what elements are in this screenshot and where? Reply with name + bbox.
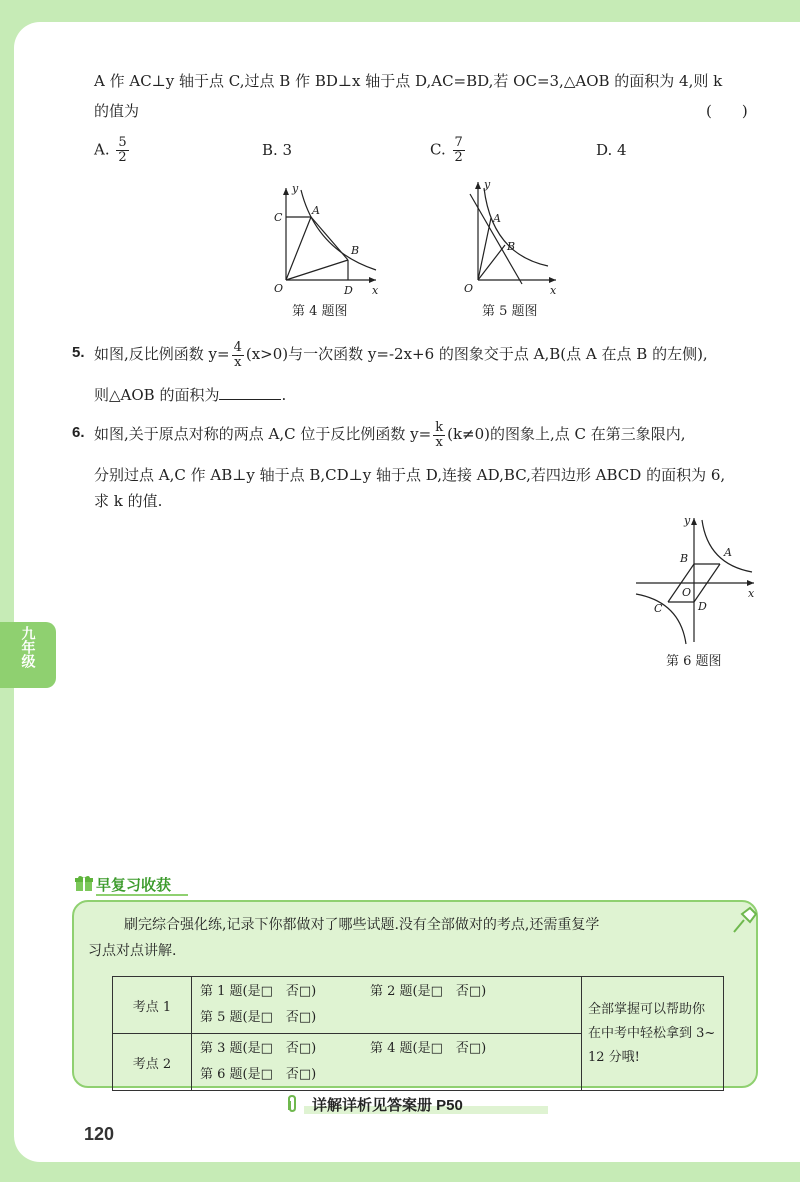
fig4-oa-line bbox=[286, 217, 311, 280]
q5-line1: 如图,反比例函数 y= $\frac{4}{x}$ (x>0)与一次函数 y=-2x+6 的图象交于点 A,B(点 A 在点 B 的左侧), bbox=[94, 339, 708, 370]
review-intro-line1: 刷完综合强化练,记录下你都做对了哪些试题.没有全部做对的考点,还需重复学 bbox=[124, 917, 600, 933]
review-box bbox=[72, 900, 758, 1088]
fig6-label-a: A bbox=[724, 546, 732, 559]
fig6-label-b: B bbox=[680, 552, 689, 565]
gift-icon bbox=[74, 874, 94, 892]
figure-4 bbox=[268, 180, 384, 298]
q6-line2: 分别过点 A,C 作 AB⊥y 轴于点 B,CD⊥y 轴于点 D,连接 AD,BC,若四边形 ABCD 的面积为 6, bbox=[94, 466, 726, 484]
fig6-label-d: D bbox=[698, 600, 707, 613]
answer-paren: ( ) bbox=[706, 102, 748, 120]
q5-fraction: $\frac{4}{x}$ bbox=[233, 339, 242, 370]
check-item[interactable]: 第 1 题(是□ 否□) bbox=[200, 984, 317, 999]
q6-fraction: $\frac{k}{x}$ bbox=[435, 419, 444, 450]
fig5-y-arrow bbox=[475, 182, 481, 189]
fig5-label-o: O bbox=[464, 282, 474, 295]
fig4-label-b: B bbox=[351, 244, 360, 257]
grade-side-tab[interactable] bbox=[0, 622, 56, 688]
check-item[interactable]: 第 6 题(是□ 否□) bbox=[200, 1067, 317, 1082]
option-b[interactable]: B. 3 bbox=[262, 141, 293, 159]
fig4-label-d: D bbox=[344, 284, 353, 297]
fig4-y-arrow bbox=[283, 188, 289, 195]
review-table bbox=[112, 976, 724, 1091]
pushpin-icon bbox=[728, 904, 760, 936]
fig6-y-arrow bbox=[691, 518, 697, 525]
q5-line2: 则△AOB 的面积为 . bbox=[94, 386, 287, 404]
option-c-fraction: $\frac{7}{2}$ bbox=[454, 135, 463, 165]
option-c[interactable]: C. $\frac{7}{2}$ bbox=[430, 135, 463, 165]
fig5-curve bbox=[484, 188, 548, 266]
review-side-note bbox=[582, 977, 724, 1091]
figure-6 bbox=[634, 510, 760, 646]
answer-reference[interactable]: 详解详析见答案册 P50 bbox=[312, 1097, 463, 1114]
fig6-caption: 第 6 题图 bbox=[666, 654, 722, 669]
table-row bbox=[113, 977, 724, 1034]
page-number: 120 bbox=[84, 1124, 115, 1144]
check-item[interactable]: 第 5 题(是□ 否□) bbox=[200, 1010, 317, 1025]
fig4-label-x: x bbox=[372, 284, 379, 297]
fig5-label-y: y bbox=[484, 178, 491, 191]
fig4-label-o: O bbox=[274, 282, 284, 295]
fig4-ob-line bbox=[286, 260, 348, 280]
paperclip-icon bbox=[284, 1094, 300, 1114]
review-items-1 bbox=[192, 977, 582, 1034]
grade-side-tab-label: 九年级 bbox=[20, 626, 37, 668]
q6-line1: 如图,关于原点对称的两点 A,C 位于反比例函数 y= $\frac{k}{x}$ (k≠0)的图象上,点 C 在第三象限内, bbox=[94, 419, 686, 450]
fig5-label-a: A bbox=[493, 212, 501, 225]
q6-number: 6. bbox=[72, 424, 85, 441]
fig5-label-b: B bbox=[507, 240, 516, 253]
review-point-2: 考点 2 bbox=[113, 1034, 192, 1091]
fig4-label-y: y bbox=[292, 182, 299, 195]
option-a-fraction: $\frac{5}{2}$ bbox=[118, 135, 127, 165]
fig4-caption: 第 4 题图 bbox=[292, 304, 348, 319]
review-side-note-line2: 在中考中轻松拿到 3~ bbox=[588, 1025, 716, 1041]
fig5-x-arrow bbox=[549, 277, 556, 283]
fig6-x-arrow bbox=[747, 580, 754, 586]
review-title-underline bbox=[96, 894, 188, 896]
fig6-label-c: C bbox=[654, 602, 663, 615]
q5-number: 5. bbox=[72, 344, 85, 361]
option-a[interactable]: A. $\frac{5}{2}$ bbox=[94, 135, 127, 165]
check-item[interactable]: 第 2 题(是□ 否□) bbox=[370, 984, 487, 999]
option-d[interactable]: D. 4 bbox=[596, 141, 627, 159]
fig6-label-x: x bbox=[748, 587, 755, 600]
review-side-note-line1: 全部掌握可以帮助你 bbox=[588, 1001, 706, 1017]
review-point-1: 考点 1 bbox=[113, 977, 192, 1034]
review-items-2 bbox=[192, 1034, 582, 1091]
figure-5 bbox=[460, 174, 564, 298]
review-intro-line2: 习点对点讲解. bbox=[88, 943, 177, 959]
q5-answer-blank[interactable] bbox=[219, 385, 281, 400]
check-item[interactable]: 第 4 题(是□ 否□) bbox=[370, 1041, 487, 1056]
fig5-caption: 第 5 题图 bbox=[482, 304, 538, 319]
fig4-x-arrow bbox=[369, 277, 376, 283]
q4-tail-line1: A 作 AC⊥y 轴于点 C,过点 B 作 BD⊥x 轴于点 D,AC=BD,若 OC=3,△AOB 的面积为 4,则 k bbox=[94, 72, 723, 90]
q6-line3: 求 k 的值. bbox=[94, 492, 163, 510]
check-item[interactable]: 第 3 题(是□ 否□) bbox=[200, 1041, 317, 1056]
fig5-label-x: x bbox=[550, 284, 557, 297]
fig4-label-c: C bbox=[274, 211, 283, 224]
fig6-label-y: y bbox=[684, 514, 691, 527]
fig4-label-a: A bbox=[312, 204, 320, 217]
fig6-label-o: O bbox=[682, 586, 692, 599]
fig4-ab-line bbox=[311, 217, 348, 260]
q4-tail-line2: 的值为 bbox=[94, 102, 140, 120]
review-side-note-line3: 12 分哦! bbox=[588, 1049, 640, 1065]
review-title: 早复习收获 bbox=[96, 877, 172, 894]
fig4-curve bbox=[301, 190, 376, 270]
